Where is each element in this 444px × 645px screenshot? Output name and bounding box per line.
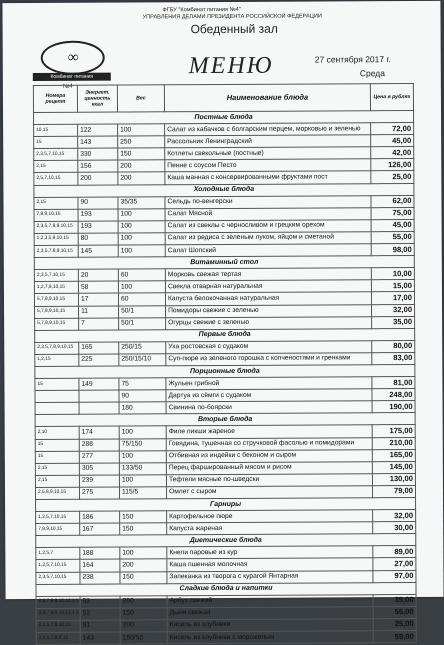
portion-weight: 250: [118, 136, 165, 148]
energy-value: 164: [80, 560, 120, 572]
column-header-price: Цена в рублях: [370, 84, 413, 111]
recipe-number: 2,3,5,7,8,9,10,15: [35, 342, 79, 354]
dish-name: Капуста жареная: [167, 522, 373, 535]
dish-price: 81,00: [372, 377, 415, 389]
dish-price: 75,00: [371, 207, 414, 219]
dish-price: 175,00: [372, 425, 415, 437]
menu-title: МЕНЮ: [188, 52, 274, 80]
dish-price: 30,00: [373, 522, 416, 534]
portion-weight: 50/1: [119, 305, 166, 317]
dish-price: 80,00: [372, 340, 415, 352]
energy-value: 91: [80, 620, 120, 632]
energy-value: 7: [79, 318, 119, 330]
energy-value: 239: [79, 475, 119, 487]
dish-name: Дартуа из сёмги с судаком: [166, 389, 372, 402]
portion-weight: 150: [120, 571, 167, 583]
dish-price: 89,00: [373, 546, 416, 558]
portion-weight: 50/1: [119, 317, 166, 329]
recipe-number: 5,7,8,9,10,15: [35, 318, 79, 330]
energy-value: 186: [80, 511, 120, 523]
dish-price: 32,00: [373, 510, 416, 522]
dish-price: 35,00: [373, 594, 416, 606]
dish-price: 83,00: [372, 352, 415, 364]
dish-price: 15,00: [371, 280, 414, 292]
recipe-number: 2,3,7,8,9,10,12,1 5: [36, 596, 80, 608]
dish-price: 130,00: [372, 473, 415, 485]
portion-weight: 150: [118, 148, 165, 160]
portion-weight: 75: [119, 378, 166, 390]
dish-name: Салат из редиса с зеленым луком, яйцом и сметаной: [165, 232, 371, 245]
portion-weight: 100: [119, 475, 166, 487]
energy-value: 58: [78, 281, 118, 293]
portion-weight: 115/5: [119, 487, 166, 499]
recipe-number: [35, 403, 79, 415]
energy-value: 167: [80, 523, 120, 535]
energy-value: 17: [78, 293, 118, 305]
recipe-number: 15: [34, 136, 78, 148]
section-title: Гарниры: [36, 497, 416, 511]
dish-name: Салат из кабачков с болгарским перцем, морковью и зеленью: [165, 123, 371, 136]
dish-price: 25,00: [373, 618, 416, 630]
recipe-number: 1,2,5,7: [36, 548, 80, 560]
dish-price: 72,00: [371, 123, 414, 135]
dish-name: Запеканка из творога с курагой Янтарная: [167, 570, 373, 583]
dish-price: 210,00: [372, 437, 415, 449]
energy-value: 145: [78, 245, 118, 257]
portion-weight: 250/15/10: [119, 354, 166, 366]
portion-weight: 60: [118, 293, 165, 305]
dish-price: 17,00: [371, 292, 414, 304]
portion-weight: 200: [120, 596, 167, 608]
dish-price: 10,00: [371, 268, 414, 280]
recipe-number: 2,3,5,7,8,9,15: [36, 632, 80, 644]
portion-weight: 200: [120, 559, 167, 571]
menu-table-header: [33, 84, 413, 113]
portion-weight: 150: [120, 608, 167, 620]
energy-value: 165: [79, 342, 119, 354]
dish-name: Омлет с сыром: [166, 486, 372, 499]
dish-price: 145,00: [372, 461, 415, 473]
dish-name: Жульен грибной: [166, 377, 372, 390]
dish-price: 248,00: [372, 389, 415, 401]
portion-weight: 60: [118, 269, 165, 281]
section-title: Постные блюда: [34, 110, 414, 124]
recipe-number: 2,3,5,7,8,9,10,15: [34, 221, 78, 233]
dish-name: Кисель из клубники с мороженым: [167, 631, 373, 644]
dish-name: Говядина, тушенная со стручковой фасолью и помидорами: [166, 437, 372, 450]
energy-value: 20: [78, 269, 118, 281]
section-title: Первые блюда: [35, 328, 415, 342]
section-title: Порционные блюда: [35, 364, 415, 378]
logo-number: №4: [62, 83, 73, 90]
menu-table-body: [34, 110, 417, 644]
energy-value: 193: [78, 209, 118, 221]
energy-value: 174: [79, 426, 119, 438]
dish-price: 126,00: [371, 159, 414, 171]
dish-name: Морковь свежая тертая: [165, 268, 371, 281]
dish-name: Огурцы свежие с зеленью: [166, 316, 372, 329]
portion-weight: 75/150: [119, 438, 166, 450]
recipe-number: 2,5,7,10,15: [34, 173, 78, 185]
recipe-number: 2,5,8,9,10,15: [35, 487, 79, 499]
dish-name: Каша пшенная молочная: [167, 558, 373, 571]
dish-name: Кнели паровые из кур: [167, 546, 373, 559]
recipe-number: 1,2,15: [35, 354, 79, 366]
menu-table: [33, 83, 417, 645]
menu-item-row: [36, 631, 416, 645]
dish-name: Сельдь по-венгерски: [165, 195, 371, 208]
dish-price: 55,00: [373, 606, 416, 618]
section-title: Витаминный стол: [34, 256, 414, 270]
recipe-number: 5,7,8,9,10,15: [34, 294, 78, 306]
portion-weight: 180: [119, 402, 166, 414]
recipe-number: 2,3,5,7,10,15: [34, 269, 78, 281]
dish-name: Котлеты свекольные (постные): [165, 147, 371, 160]
portion-weight: 250/15: [119, 342, 166, 354]
portion-weight: 100: [118, 221, 165, 233]
dish-name: Салат Мясной: [165, 207, 371, 220]
energy-value: 53: [80, 596, 120, 608]
dish-name: Филе пикши жареное: [166, 425, 372, 438]
hall-name: Обеденный зал: [190, 21, 278, 37]
recipe-number: 1,2,5,7,10,15: [36, 560, 80, 572]
portion-weight: 150: [120, 523, 167, 535]
dish-price: 165,00: [372, 449, 415, 461]
recipe-number: 7,8,9,10,15: [36, 523, 80, 535]
recipe-number: 2,15: [34, 161, 78, 173]
portion-weight: 200: [118, 172, 165, 184]
recipe-number: 2,3,7,8,9,10,12,1 5: [36, 608, 80, 620]
logo-name: Комбинат питания: [33, 73, 111, 81]
column-header-recipe: Номера рецепт: [33, 85, 77, 112]
recipe-number: 15: [35, 439, 79, 451]
section-title: Вторые блюда: [35, 413, 415, 427]
energy-value: 238: [80, 572, 120, 584]
dish-name: Пенне с соусом Песто: [165, 159, 371, 172]
recipe-number: 1,2,7,8,10,15: [34, 282, 78, 294]
recipe-number: 7,8,9,10,15: [34, 209, 78, 221]
energy-value: 149: [79, 378, 119, 390]
portion-weight: 100: [118, 281, 165, 293]
dish-name: Перец фаршированный мясом и рисом: [166, 461, 372, 474]
column-header-dish: Наименование блюда: [164, 84, 370, 112]
dish-price: 32,00: [372, 304, 415, 316]
dish-name: Кисель из клубники: [167, 619, 373, 632]
dish-name: Помидоры свежие с зеленью: [166, 304, 372, 317]
menu-weekday: Среда: [359, 68, 385, 79]
dish-price: 62,00: [371, 195, 414, 207]
section-title: Диетические блюда: [36, 534, 416, 548]
recipe-number: 2,15: [35, 463, 79, 475]
portion-weight: 100: [119, 426, 166, 438]
energy-value: 277: [79, 451, 119, 463]
portion-weight: 100: [118, 124, 165, 136]
portion-weight: 133/50: [119, 463, 166, 475]
dish-name: Салат из свеклы с черносливом и грецким орехом: [165, 220, 371, 233]
energy-value: 288: [79, 439, 119, 451]
recipe-number: 2,3,5,7,10,15: [36, 572, 80, 584]
energy-value: 122: [78, 124, 118, 136]
energy-value: 330: [78, 148, 118, 160]
dish-name: Капуста белокочанная натуральная: [165, 292, 371, 305]
dish-price: 42,00: [371, 147, 414, 159]
dish-name: Тефтели мясные по-шведски: [166, 474, 372, 487]
dish-name: Дыня свежая: [167, 607, 373, 620]
energy-value: 305: [79, 463, 119, 475]
energy-value: 80: [78, 233, 118, 245]
portion-weight: 100: [118, 209, 165, 221]
dish-price: 98,00: [371, 244, 414, 256]
dish-price: 35,00: [372, 316, 415, 328]
recipe-number: 2,3,5,7,8,10,15: [36, 620, 80, 632]
recipe-number: 1,2,5,7,10,15: [36, 511, 80, 523]
portion-weight: 150/50: [120, 632, 167, 644]
column-header-weight: Вес: [117, 85, 164, 112]
dish-name: Салат Шопский: [165, 244, 371, 257]
energy-value: 156: [78, 160, 118, 172]
dish-name: Картофельное пюре: [167, 510, 373, 523]
combine-logo: [41, 41, 105, 75]
energy-value: 188: [80, 547, 120, 559]
menu-page: [2, 1, 443, 642]
dish-price: 55,00: [371, 231, 414, 243]
organization-name: ФГБУ "Комбинат питания №4": [162, 6, 241, 14]
section-title: Холодные блюда: [34, 183, 414, 197]
dish-name: Свекла отварная натуральная: [165, 280, 371, 293]
energy-value: 225: [79, 354, 119, 366]
dish-name: Суп-пюре из зеленого горошка с копченостями и гренками: [166, 353, 372, 366]
recipe-number: [35, 390, 79, 402]
energy-value: 11: [79, 306, 119, 318]
recipe-number: 1,2,3,5,9,10,15: [34, 233, 78, 245]
dish-price: 27,00: [373, 558, 416, 570]
recipe-number: 2,3,5,7,8,9,10,15: [34, 245, 78, 257]
menu-date: 27 сентября 2017 г.: [314, 54, 391, 65]
energy-value: 200: [78, 173, 118, 185]
energy-value: [79, 390, 119, 402]
dish-price: 45,00: [371, 219, 414, 231]
portion-weight: 100: [118, 233, 165, 245]
energy-value: [79, 402, 119, 414]
recipe-number: 10,15: [34, 124, 78, 136]
recipe-number: 2,10: [35, 427, 79, 439]
energy-value: 143: [80, 632, 120, 644]
column-header-energy: Энергет. ценность ккал: [77, 85, 117, 112]
dish-name: Рассольник Ленинградский: [165, 135, 371, 148]
portion-weight: 150: [120, 511, 167, 523]
dish-price: 45,00: [371, 135, 414, 147]
logo-mark-icon: ∞: [67, 49, 78, 66]
recipe-number: 15: [35, 378, 79, 390]
energy-value: 275: [79, 487, 119, 499]
dish-name: Отбивная из индейки с беконом и сыром: [166, 449, 372, 462]
portion-weight: 100: [118, 245, 165, 257]
energy-value: 193: [78, 221, 118, 233]
energy-value: 52: [80, 608, 120, 620]
dish-price: 59,00: [373, 631, 416, 643]
recipe-number: 15: [35, 451, 79, 463]
portion-weight: 100: [119, 450, 166, 462]
dish-name: Свинина по-боярски: [166, 401, 372, 414]
portion-weight: 200: [120, 620, 167, 632]
portion-weight: 35/35: [118, 196, 165, 208]
dish-name: Каша манная с консервированными фруктами пост: [165, 171, 371, 184]
section-title: Сладкие блюда и напитки: [36, 582, 416, 596]
recipe-number: 5,7,8,9,10,15: [35, 306, 79, 318]
portion-weight: 100: [120, 547, 167, 559]
dish-price: 25,00: [371, 171, 414, 183]
recipe-number: 2,15: [34, 197, 78, 209]
dish-price: 190,00: [372, 401, 415, 413]
organization-department: УПРАВЛЕНИЯ ДЕЛАМИ ПРЕЗИДЕНТА РОССИЙСКОЙ ФЕДЕРАЦИИ: [142, 13, 322, 21]
dish-price: 97,00: [373, 570, 416, 582]
recipe-number: 2,15: [35, 475, 79, 487]
energy-value: 143: [78, 136, 118, 148]
dish-name: Уха ростовская с судаком: [166, 341, 372, 354]
dish-price: 79,00: [372, 485, 415, 497]
recipe-number: 2,3,5,7,10,15: [34, 149, 78, 161]
portion-weight: 200: [118, 160, 165, 172]
portion-weight: 90: [119, 390, 166, 402]
energy-value: 90: [78, 197, 118, 209]
dish-name: Арбуз свежий: [167, 594, 373, 607]
